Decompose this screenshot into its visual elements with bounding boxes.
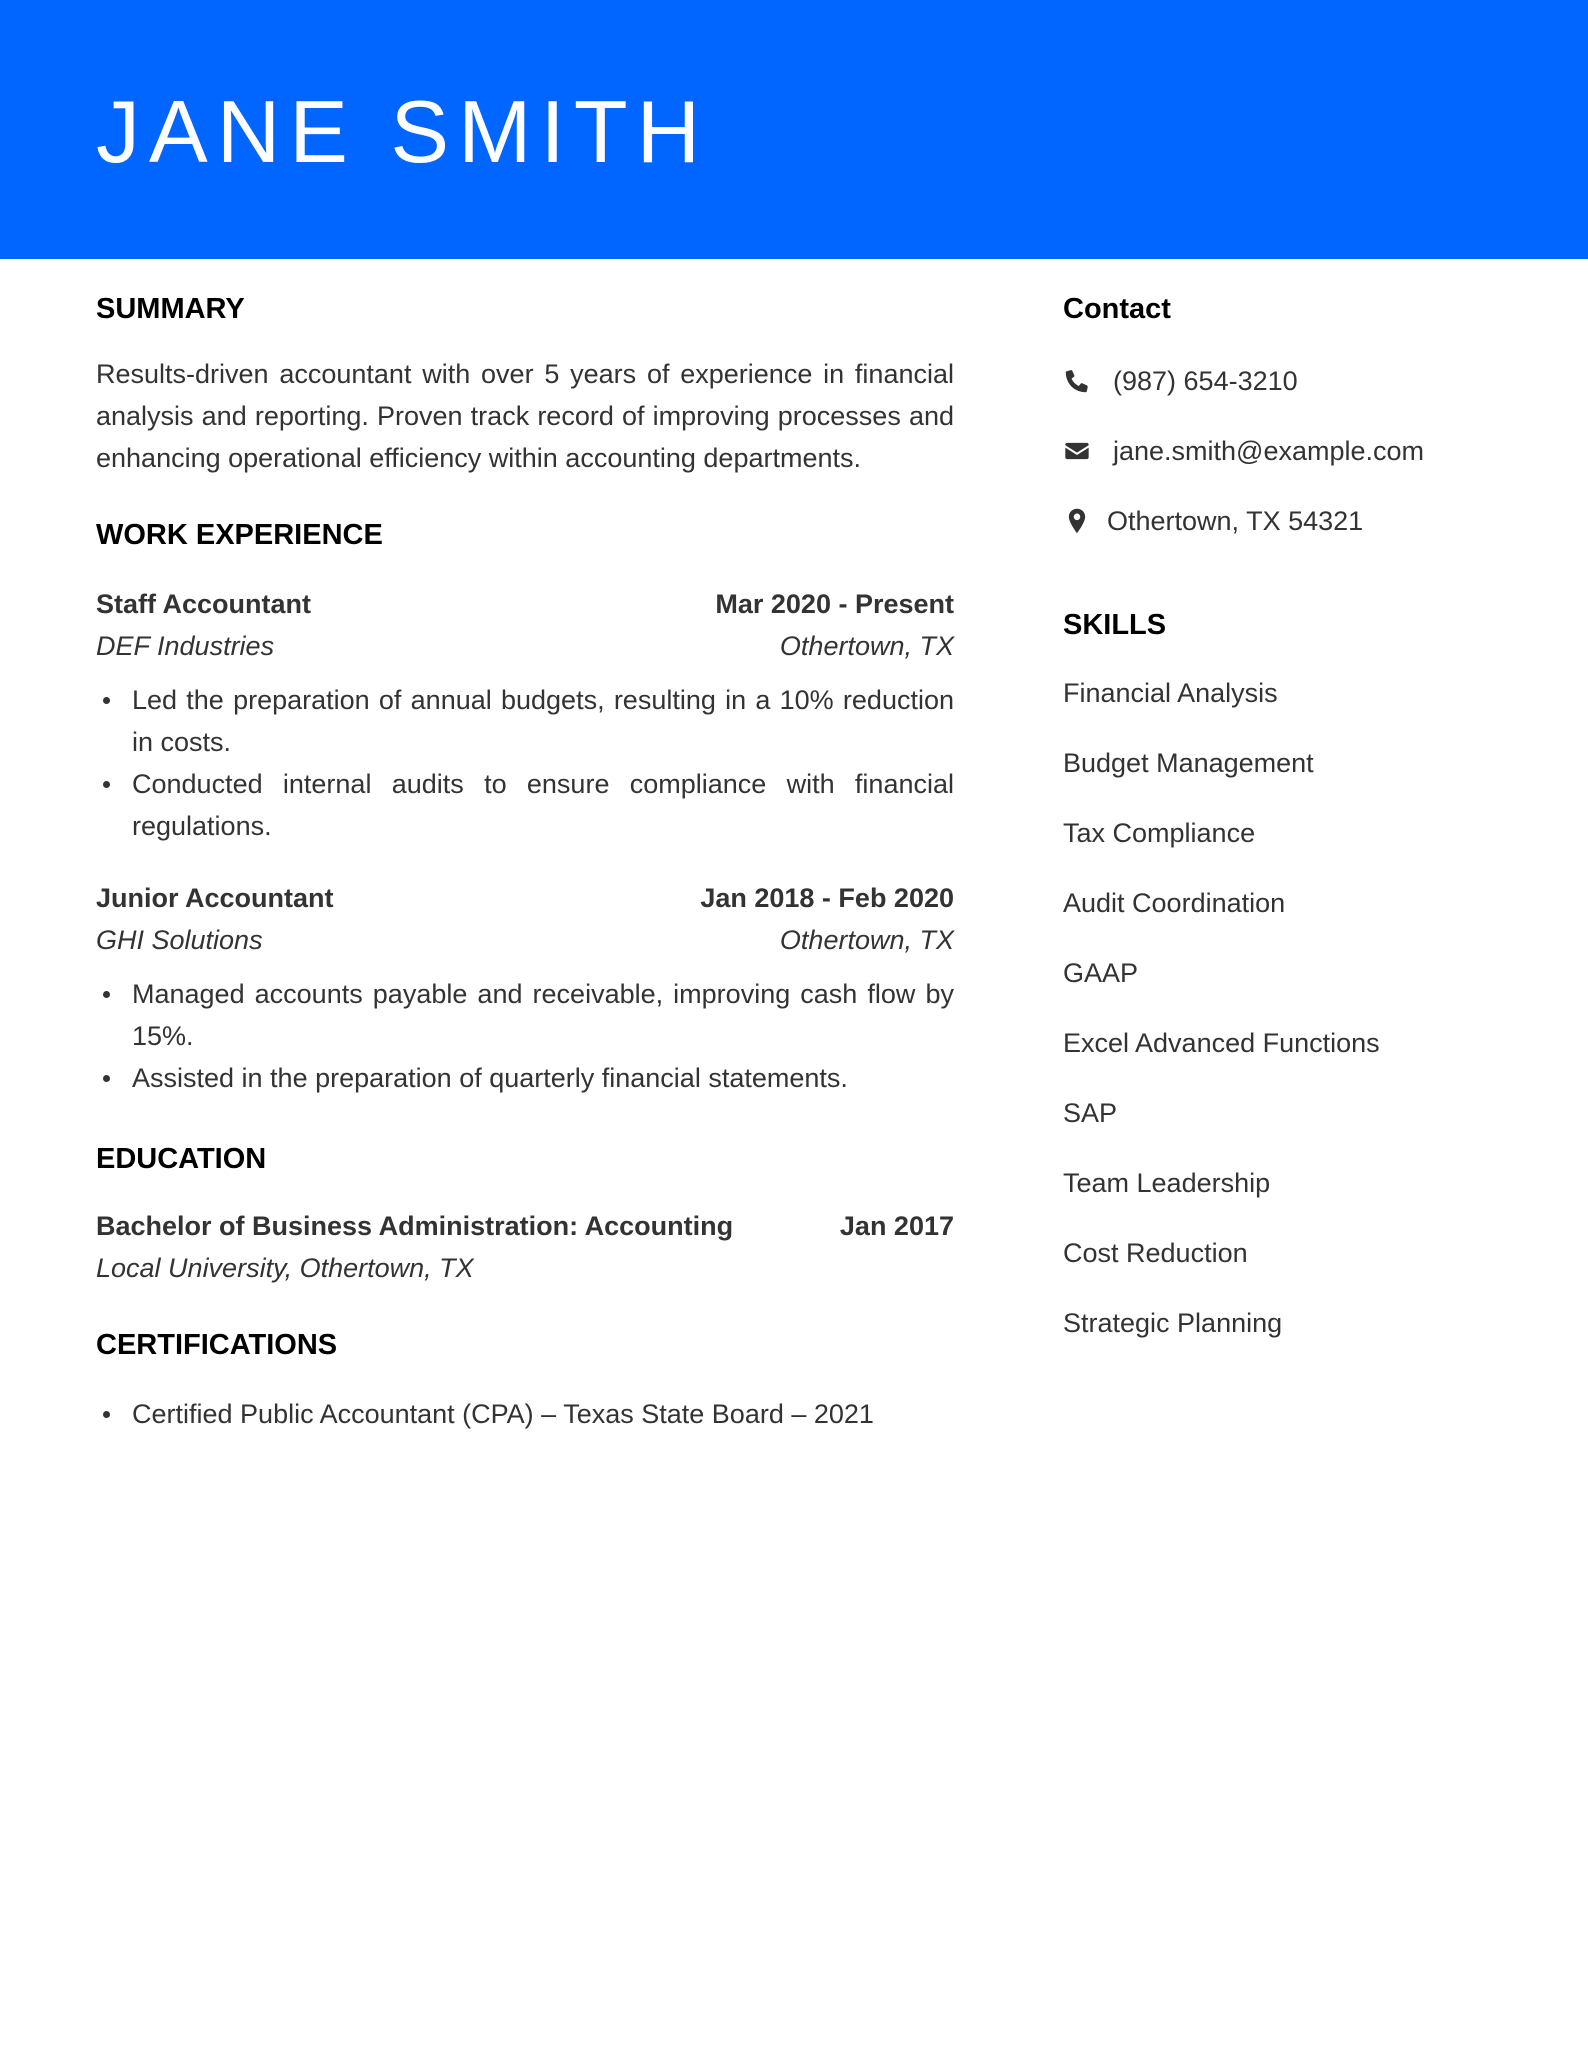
list-item: Cost Reduction	[1063, 1238, 1248, 1268]
envelope-icon	[1063, 437, 1091, 465]
job-entry	[96, 877, 954, 1099]
list-item: Team Leadership	[1063, 1168, 1271, 1198]
job-company: DEF Industries	[96, 631, 275, 661]
summary-text: Results-driven accountant with over 5 years of experience in financial analysis and reporting. Proven track record of improving processes and enhancing operational efficiency within accounting departments.	[96, 359, 954, 473]
school: Local University, Othertown, TX	[96, 1253, 474, 1283]
work-experience-heading: WORK EXPERIENCE	[96, 519, 383, 551]
job-bullets	[96, 679, 954, 847]
location-text: Othertown, TX 54321	[1107, 505, 1364, 536]
list-item: Conducted internal audits to ensure compliance with financial regulations.	[96, 763, 954, 847]
list-item: Managed accounts payable and receivable, improving cash flow by 15%.	[96, 973, 954, 1057]
sidebar-column	[1063, 259, 1523, 1343]
list-item: Certified Public Accountant (CPA) – Texas State Board – 2021	[96, 1393, 954, 1435]
summary-heading: SUMMARY	[96, 293, 245, 325]
job-title: Junior Accountant	[96, 883, 334, 913]
job-dates: Jan 2018 - Feb 2020	[700, 883, 954, 913]
candidate-name: JANE SMITH	[96, 82, 710, 181]
list-item: Led the preparation of annual budgets, resulting in a 10% reduction in costs.	[96, 679, 954, 763]
degree-date: Jan 2017	[839, 1211, 954, 1241]
job-location: Othertown, TX	[779, 631, 954, 661]
job-dates: Mar 2020 - Present	[715, 589, 954, 619]
list-item: Assisted in the preparation of quarterly financial statements.	[96, 1057, 954, 1099]
list-item: Budget Management	[1063, 748, 1314, 778]
skills-list	[1063, 673, 1523, 1343]
certifications-heading: CERTIFICATIONS	[96, 1329, 338, 1361]
contact-phone	[1063, 361, 1523, 401]
job-company: GHI Solutions	[96, 925, 263, 955]
contact-location	[1063, 501, 1523, 541]
email-address: jane.smith@example.com	[1113, 435, 1425, 466]
list-item: SAP	[1063, 1098, 1118, 1128]
education-heading: EDUCATION	[96, 1143, 267, 1175]
job-location: Othertown, TX	[779, 925, 954, 955]
certifications-list	[96, 1393, 954, 1435]
job-entry	[96, 583, 954, 847]
header-banner	[0, 0, 1588, 259]
main-column	[96, 259, 954, 1435]
list-item: Financial Analysis	[1063, 678, 1278, 708]
contact-heading: Contact	[1063, 293, 1171, 325]
list-item: Audit Coordination	[1063, 888, 1286, 918]
list-item: Strategic Planning	[1063, 1308, 1283, 1338]
phone-icon	[1063, 367, 1091, 395]
map-pin-icon	[1063, 507, 1091, 535]
job-bullets	[96, 973, 954, 1099]
phone-number: (987) 654-3210	[1113, 365, 1298, 396]
list-item: Tax Compliance	[1063, 818, 1256, 848]
education-entry	[96, 1205, 954, 1289]
list-item: GAAP	[1063, 958, 1139, 988]
job-title: Staff Accountant	[96, 589, 311, 619]
skills-heading: SKILLS	[1063, 609, 1167, 641]
degree: Bachelor of Business Administration: Accounting	[96, 1211, 734, 1241]
list-item: Excel Advanced Functions	[1063, 1028, 1380, 1058]
contact-email	[1063, 431, 1523, 471]
